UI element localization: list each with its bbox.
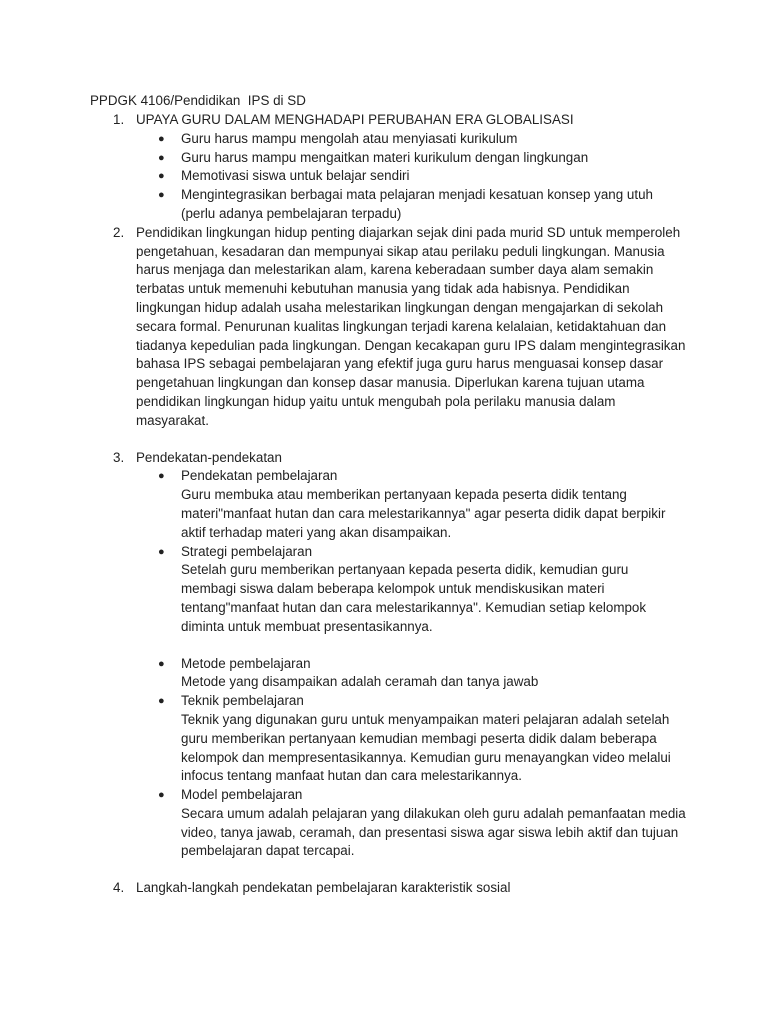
bullet-body: Guru membuka atau memberikan pertanyaan kepada peserta didik tentang materi"manfaat hutan dan cara melestarikannya" agar peserta didik dapat berpikir aktif terhadap materi yang akan disampaikan.: [181, 487, 666, 540]
bullet-icon: ●: [158, 189, 165, 202]
section-heading: UPAYA GURU DALAM MENGHADAPI PERUBAHAN ERA GLOBALISASI: [136, 112, 574, 127]
section-heading: Langkah-langkah pendekatan pembelajaran karakteristik sosial: [136, 880, 511, 896]
bullet-item: [136, 786, 686, 861]
bullet-icon: ●: [158, 132, 165, 145]
bullet-item: [136, 130, 686, 149]
bullet-item: [136, 186, 686, 224]
bullet-body: Setelah guru memberikan pertanyaan kepada peserta didik, kemudian guru membagi siswa dalam beberapa kelompok untuk mendiskusikan materi tentang"manfaat hutan dan cara melestarikannya". Kemudian setiap kelompok diminta untuk membuat presentasikannya.: [181, 562, 647, 634]
bullet-icon: ●: [158, 545, 165, 558]
item-number: 2.: [113, 224, 125, 240]
item-number: 4.: [113, 880, 125, 896]
section-heading: Pendekatan-pendekatan: [136, 449, 282, 465]
bullet-list: [136, 467, 686, 861]
bullet-text: Guru harus mampu mengolah atau menyiasati kurikulum: [181, 130, 518, 146]
bullet-item: [136, 467, 686, 542]
bullet-title: Pendekatan pembelajaran: [181, 468, 338, 484]
bullet-item: [136, 655, 686, 693]
paragraph: Pendidikan lingkungan hidup penting diajarkan sejak dini pada murid SD untuk memperoleh pengetahuan, kesadaran dan mempunyai sikap atau perilaku peduli lingkungan. Manusia harus menjaga dan melestarikan alam, karena keberadaan sumber daya alam semakin terbatas untuk memenuhi kebutuhan manusia yang tidak ada habisnya. Pendidikan lingkungan hidup adalah usaha melestarikan lingkungan dengan mengajarkan di sekolah secara formal. Penurunan kualitas lingkungan terjadi karena kelalaian, ketidaktahuan dan tiadanya kepedulian pada lingkungan. Dengan kecakapan guru IPS dalam mengintegrasikan bahasa IPS sebagai pembelajaran yang efektif juga guru harus menguasai konsep dasar pengetahuan lingkungan dan konsep dasar manusia. Diperlukan karena tujuan utama pendidikan lingkungan hidup yaitu untuk mengubah pola perilaku manusia dalam masyarakat.: [136, 224, 686, 428]
list-item-4: [0, 879, 686, 898]
list-item-2: [0, 224, 686, 431]
bullet-item: [136, 543, 686, 637]
bullet-body: Teknik yang digunakan guru untuk menyampaikan materi pelajaran adalah setelah guru memberikan pertanyaan kemudian membagi peserta didik dalam beberapa kelompok dan mempresentasikannya. Kemudian guru menayangkan video melalui infocus tentang manfaat hutan dan cara melestarikannya.: [181, 711, 671, 784]
bullet-title: Metode pembelajaran: [181, 655, 311, 671]
item-number: 3.: [113, 449, 125, 465]
list-item-3: [0, 449, 686, 862]
bullet-icon: ●: [158, 470, 165, 483]
bullet-body: Secara umum adalah pelajaran yang dilakukan oleh guru adalah pemanfaatan media video, tanya jawab, ceramah, dan presentasi siswa agar siswa lebih aktif dan tujuan pembelajaran dapat tercapai.: [181, 805, 686, 859]
bullet-icon: ●: [158, 151, 165, 164]
bullet-item: [136, 167, 686, 186]
list-item-1: [0, 111, 686, 224]
bullet-icon: ●: [158, 657, 165, 670]
bullet-item: [136, 149, 686, 168]
bullet-text: Memotivasi siswa untuk belajar sendiri: [181, 168, 410, 184]
bullet-list: [136, 130, 686, 224]
item-number: 1.: [113, 112, 125, 127]
bullet-text: Guru harus mampu mengaitkan materi kurikulum dengan lingkungan: [181, 149, 589, 165]
bullet-body: Metode yang disampaikan adalah ceramah dan tanya jawab: [181, 674, 539, 690]
bullet-title: Model pembelajaran: [181, 787, 303, 803]
bullet-title: Strategi pembelajaran: [181, 543, 313, 559]
numbered-list: [0, 111, 768, 898]
bullet-title: Teknik pembelajaran: [181, 693, 304, 709]
bullet-item: [136, 692, 686, 786]
bullet-icon: ●: [158, 695, 165, 708]
bullet-text: Mengintegrasikan berbagai mata pelajaran menjadi kesatuan konsep yang utuh (perlu adanya pembelajaran terpadu): [181, 187, 653, 221]
bullet-icon: ●: [158, 170, 165, 183]
bullet-icon: ●: [158, 789, 165, 802]
document-header: PPDGK 4106/Pendidikan IPS di SD: [90, 93, 306, 108]
